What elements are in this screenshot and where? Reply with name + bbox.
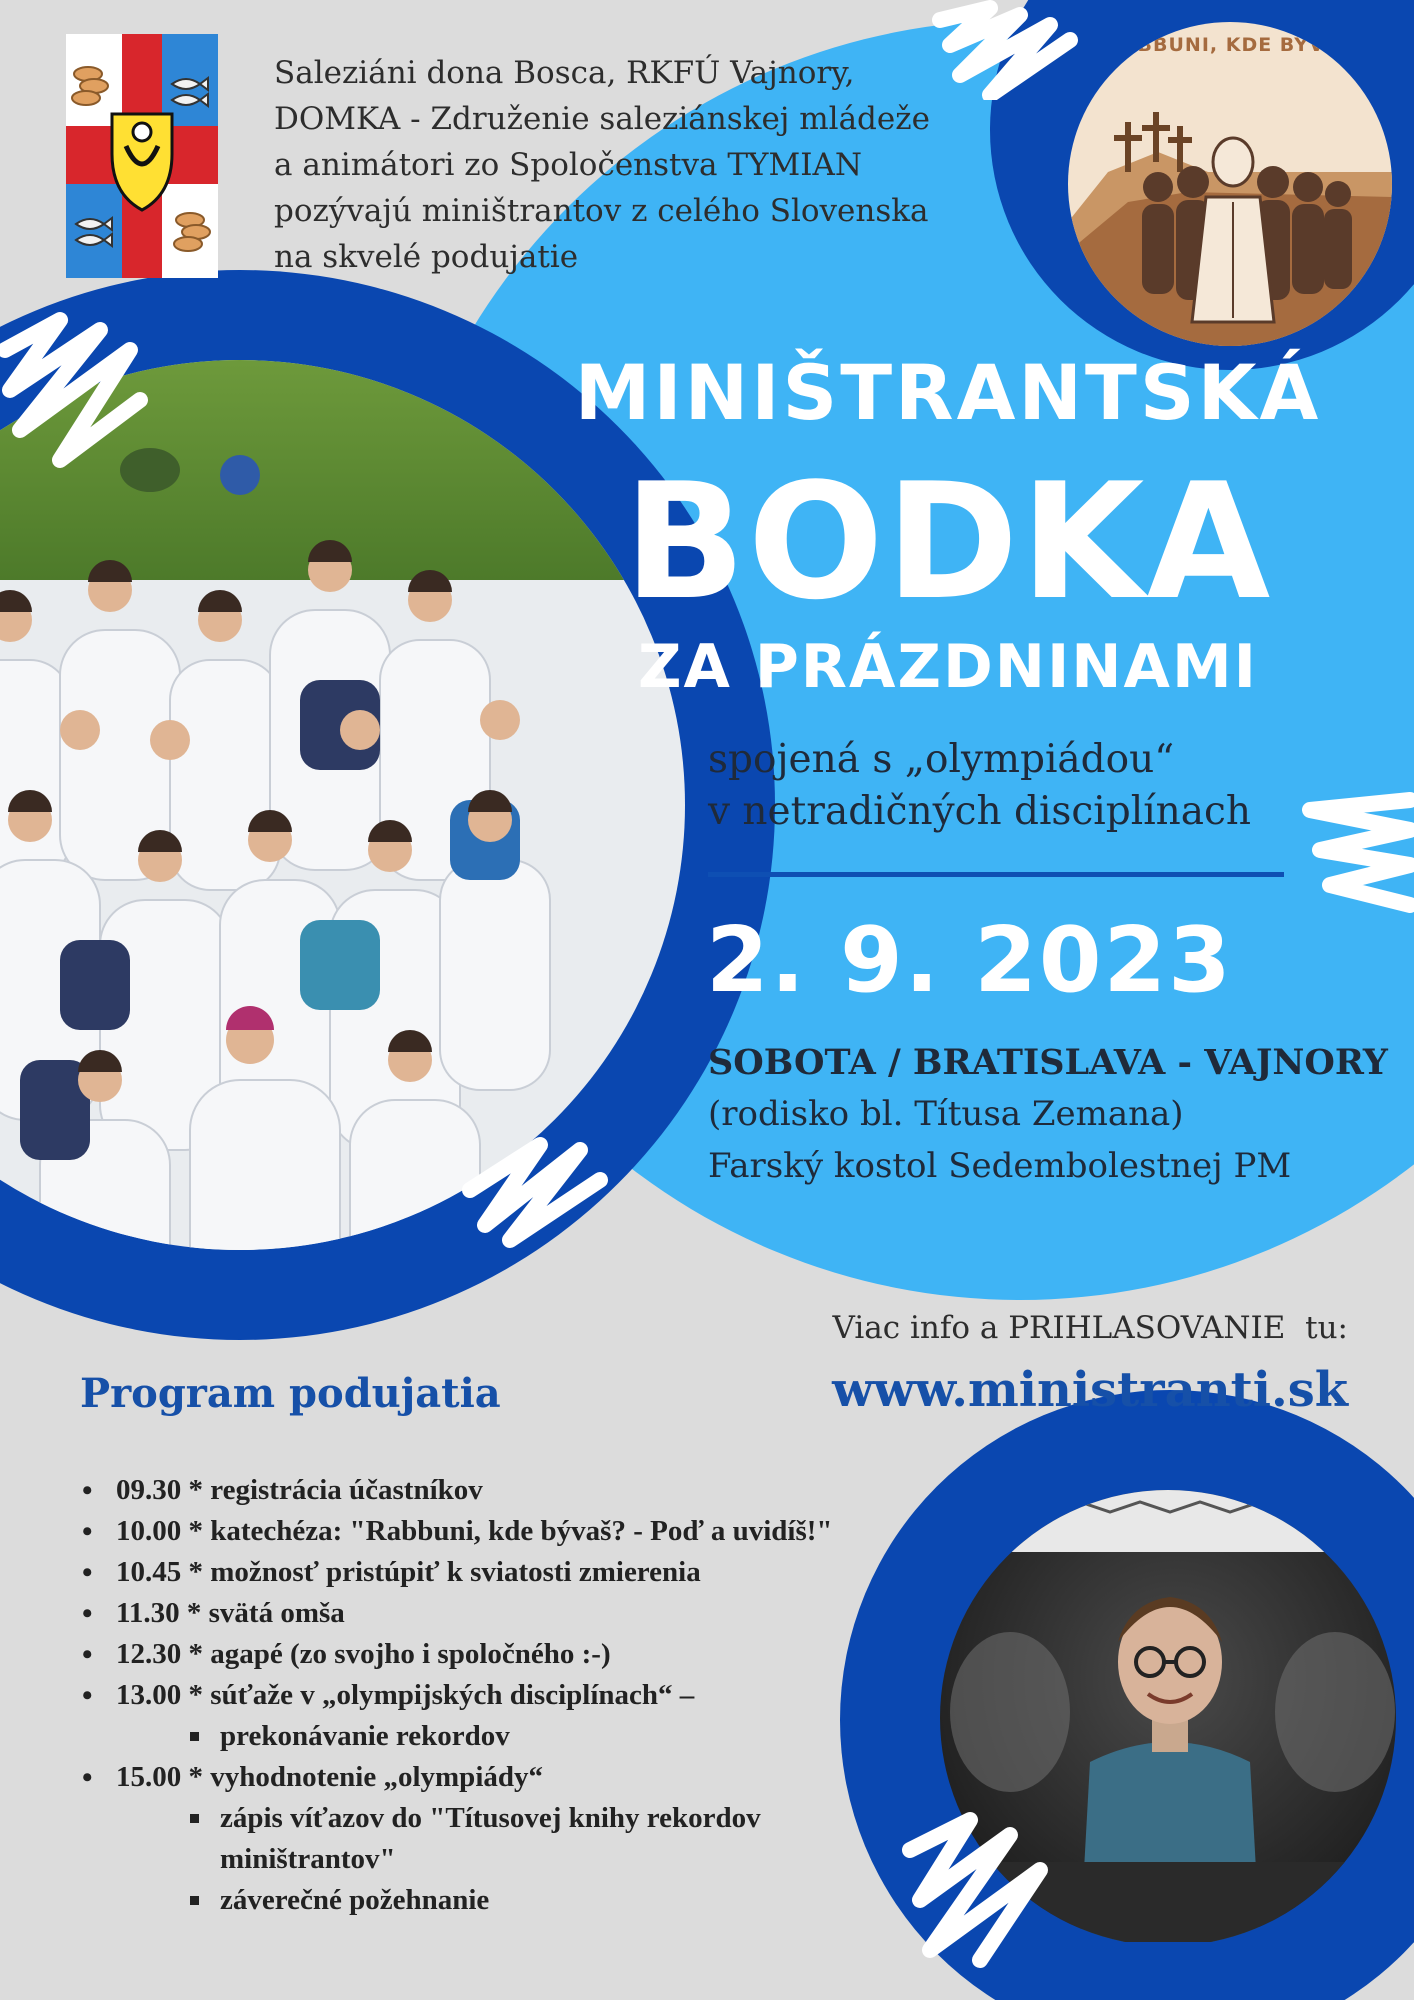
program-item: • 12.30 * agapé (zo svojho i spoločného :-) xyxy=(80,1634,940,1675)
program-subitem: prekonávanie rekordov xyxy=(80,1716,940,1757)
title-line2: BODKA xyxy=(623,448,1273,635)
program-subitem: záverečné požehnanie xyxy=(80,1880,940,1921)
place-day-city: SOBOTA / BRATISLAVA - VAJNORY xyxy=(708,1042,1388,1083)
program-heading: Program podujatia xyxy=(80,1370,501,1417)
rabbuni-badge xyxy=(1068,22,1392,346)
organizers-line: Saleziáni dona Bosca, RKFÚ Vajnory, xyxy=(274,55,855,91)
place-church: Farský kostol Sedembolestnej PM xyxy=(708,1146,1292,1186)
organizers-line: pozývajú miništrantov z celého Slovenska xyxy=(274,193,929,229)
program-item: • 09.30 * registrácia účastníkov xyxy=(80,1470,940,1511)
program-item: • 10.45 * možnosť pristúpiť k sviatosti zmierenia xyxy=(80,1552,940,1593)
registration-info-text: Viac info a PRIHLASOVANIE tu: xyxy=(832,1310,1348,1346)
program-item: • 15.00 * vyhodnotenie „olympiády“ xyxy=(80,1757,940,1798)
organizers-line: DOMKA - Združenie saleziánskej mládeže xyxy=(274,101,930,137)
program-item: • 10.00 * katechéza: "Rabbuni, kde bývaš? - Poď a uvidíš!" xyxy=(80,1511,940,1552)
program-list xyxy=(80,1470,940,1921)
jesus-with-people-icon xyxy=(1068,22,1392,346)
rabbuni-badge-text: RABBUNI, KDE BÝVAŠ xyxy=(1106,34,1354,56)
program-item: • 13.00 * súťaže v „olympijských disciplínach“ – xyxy=(80,1675,940,1716)
subtitle-line: spojená s „olympiádou“ xyxy=(708,737,1175,782)
organizers-line: a animátori zo Spoločenstva TYMIAN xyxy=(274,147,862,183)
program-subitem: zápis víťazov do "Títusovej knihy rekordov miništrantov" xyxy=(80,1798,940,1880)
salesian-parish-logo xyxy=(66,34,218,278)
program-item: • 11.30 * svätá omša xyxy=(80,1593,940,1634)
event-date: 2. 9. 2023 xyxy=(706,908,1233,1013)
organizers-text xyxy=(274,50,994,280)
title-line1: MINIŠTRANTSKÁ xyxy=(574,348,1322,437)
organizers-line: na skvelé podujatie xyxy=(274,239,579,275)
subtitle-line: v netradičných disciplínach xyxy=(708,789,1251,834)
divider xyxy=(708,872,1284,877)
website-link[interactable]: www.ministranti.sk xyxy=(832,1362,1348,1418)
subtitle xyxy=(708,734,1251,838)
place-birthplace-note: (rodisko bl. Títusa Zemana) xyxy=(708,1094,1184,1134)
scribble-left xyxy=(0,310,150,470)
scribble-middle xyxy=(460,1130,610,1250)
scribble-right xyxy=(1300,780,1414,920)
title-line3: ZA PRÁZDNINAMI xyxy=(638,632,1258,702)
